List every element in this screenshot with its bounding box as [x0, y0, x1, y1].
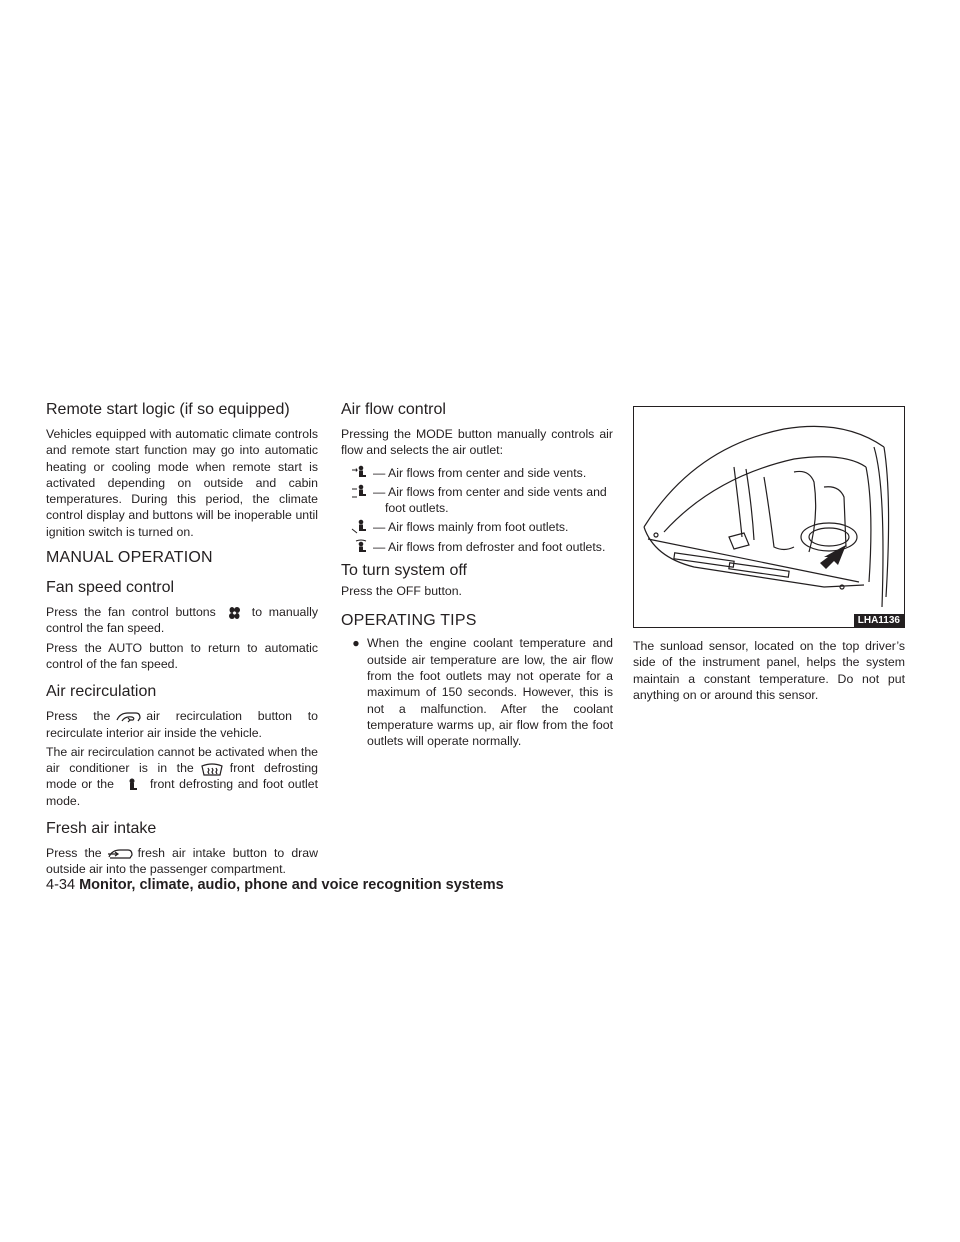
mode-text-foot: — Air flows mainly from foot outlets. — [373, 520, 569, 535]
front-defrost-icon — [198, 762, 226, 776]
defrost-foot-icon — [118, 778, 146, 792]
recirc-text-a: Press the — [46, 709, 111, 724]
manual-operation-heading: MANUAL OPERATION — [46, 549, 213, 567]
fan-icon — [220, 606, 248, 620]
mode-list — [341, 465, 613, 555]
recirc-text-d: front defrosting mode or the — [46, 761, 318, 792]
figure-label: LHA1136 — [854, 614, 904, 627]
recirc-text-b: air recirculation button to recirculate interior air inside the vehicle. — [46, 709, 318, 740]
air-flow-intro: Pressing the MODE button manually controls air flow and selects the air outlet: — [341, 427, 613, 458]
recirc-text-e: front defrosting and foot outlet mode. — [46, 777, 318, 808]
vent-icon — [341, 465, 373, 481]
bi-level-icon — [341, 484, 373, 500]
fresh-text-a: Press the — [46, 846, 102, 861]
tip-item — [341, 635, 613, 749]
column-middle — [341, 400, 613, 749]
air-flow-heading: Air flow control — [341, 401, 446, 418]
chapter-title: Monitor, climate, audio, phone and voice recognition systems — [79, 877, 504, 893]
remote-start-heading: Remote start logic (if so equipped) — [46, 401, 290, 418]
sunload-sensor-figure — [633, 406, 905, 628]
sunload-caption: The sunload sensor, located on the top driver’s side of the instrument panel, helps the system maintain a constant temperature. Do not put anything on or around this sensor. — [633, 639, 905, 702]
fan-speed-para-1 — [46, 604, 318, 637]
fan-text-b: to manually control the fan speed. — [46, 605, 318, 636]
remote-start-body: Vehicles equipped with automatic climate controls and remote start function may go into automatic heating or cooling mode when remote start is activated depending on outside and cabin temperatures. During this period, the climate control display and buttons will be inoperable until ignition switch is turned on. — [46, 427, 318, 539]
mode-row-vent — [341, 465, 613, 481]
dashboard-illustration — [634, 407, 904, 627]
operating-tips-heading: OPERATING TIPS — [341, 612, 477, 630]
fresh-text-b: fresh air intake button to draw outside air into the passenger compartment. — [46, 846, 318, 877]
foot-icon — [341, 519, 373, 535]
bullet: ● — [352, 636, 360, 651]
turn-off-body: Press the OFF button. — [341, 584, 462, 599]
fan-text-a: Press the fan control buttons — [46, 605, 216, 620]
mode-text-bi-level: — Air flows from center and side vents and foot outlets. — [373, 484, 607, 516]
recirc-para-1 — [46, 708, 318, 741]
fresh-air-icon — [106, 847, 134, 861]
air-recirculation-heading: Air recirculation — [46, 683, 157, 701]
mode-row-foot — [341, 519, 613, 535]
column-right — [633, 406, 905, 706]
turn-off-heading: To turn system off — [341, 562, 467, 580]
fan-speed-para-2: Press the AUTO button to return to automatic control of the fan speed. — [46, 640, 318, 671]
recirculation-icon — [114, 710, 142, 724]
fan-speed-heading: Fan speed control — [46, 579, 175, 597]
fresh-air-para — [46, 845, 318, 878]
mode-row-defrost-foot — [341, 539, 613, 555]
page-number: 4-34 — [46, 877, 76, 893]
mode-row-bi-level — [341, 484, 613, 517]
tip-text: When the engine coolant temperature and outside air temperature are low, the air flow from the foot outlets may not operate for a maximum of 150 seconds. However, this is not a malfunction. After the coolant temperature warms up, air flow from the foot outlets will operate normally. — [367, 636, 613, 749]
column-left — [46, 400, 318, 881]
page-footer — [46, 877, 504, 893]
mode-text-vent: — Air flows from center and side vents. — [373, 465, 587, 480]
fresh-air-heading: Fresh air intake — [46, 820, 157, 838]
recirc-para-2 — [46, 744, 318, 809]
defrost-foot-icon — [341, 539, 373, 555]
mode-text-defrost-foot: — Air flows from defroster and foot outlets. — [373, 539, 606, 554]
recirc-text-c: The air recirculation cannot be activated when the air conditioner is in the — [46, 744, 318, 776]
